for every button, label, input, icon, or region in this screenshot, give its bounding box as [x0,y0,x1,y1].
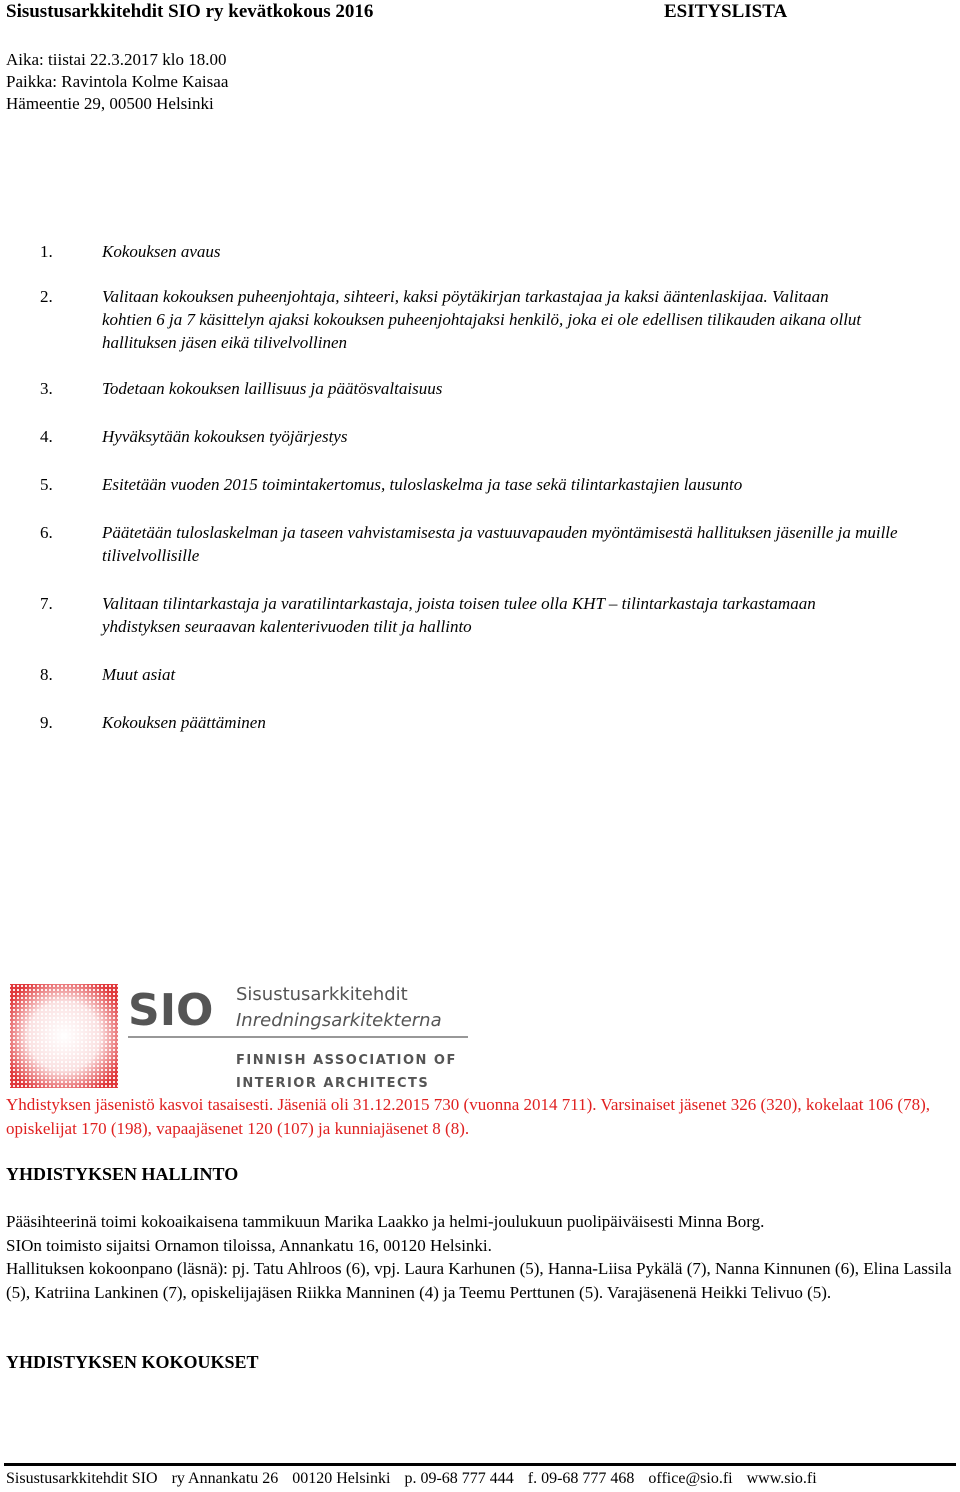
footer [6,1468,831,1490]
agenda-item-number: 3. [40,379,53,398]
agenda-item-number: 8. [40,665,53,684]
agenda-item-number: 5. [40,475,53,494]
agenda-item-number: 4. [40,427,53,446]
footer-phone: p. 09-68 777 444 [404,1470,514,1487]
logo-mark: SIO [128,985,214,1036]
agenda-item [40,377,940,400]
footer-fax: f. 09-68 777 468 [527,1470,635,1487]
logo-name-fi: Sisustusarkkitehdit [236,984,408,1005]
hallinto-office: SIOn toimisto sijaitsi Ornamon tiloissa, Annankatu 16, 00120 Helsinki. [6,1236,492,1255]
hallinto-board: Hallituksen kokoonpano (läsnä): pj. Tatu Ahlroos (6), vpj. Laura Karhunen (5), Hanna-Liisa Pykälä (7), Nanna Kinnunen (6), Elina Lassila (5), Katriina Lankinen (7), opiskelijajäsen Riikka Manninen (4) ja Teemu Perttunen (5). Varajäsenenä Heikki Telivuo (5). [6,1259,952,1302]
footer-org: Sisustusarkkitehdit SIO [6,1470,158,1487]
agenda-item-text: Todetaan kokouksen laillisuus ja päätösvaltaisuus [102,379,443,398]
agenda-item [40,425,940,448]
agenda-item-text: Päätetään tuloslaskelman ja taseen vahvistamisesta ja vastuuvapauden myöntämisestä hallituksen jäsenille ja muille tilivelvollisille [102,523,898,565]
agenda-item-text: Kokouksen päättäminen [102,713,266,732]
membership-summary: Yhdistyksen jäsenistö kasvoi tasaisesti. Jäseniä oli 31.12.2015 730 (vuonna 2014 711). [6,1095,597,1114]
agenda-item-text: Valitaan tilintarkastaja ja varatilintarkastaja, joista toisen tulee olla KHT – tilintarkastaja tarkastamaan yhdistyksen seuraavan kalenterivuoden tilit ja hallinto [102,594,816,636]
document-type: ESITYSLISTA [664,1,788,22]
agenda-item [40,473,940,496]
agenda-item [40,592,940,638]
agenda-list [40,240,940,734]
meeting-place: Paikka: Ravintola Kolme Kaisaa [6,72,229,91]
footer-street: ry Annankatu 26 [171,1470,279,1487]
meeting-time: Aika: tiistai 22.3.2017 klo 18.00 [6,50,227,69]
agenda-item-number: 1. [40,242,53,261]
agenda-item [40,663,940,686]
footer-email[interactable]: office@sio.fi [648,1470,733,1487]
footer-web[interactable]: www.sio.fi [746,1470,817,1487]
agenda-item-number: 6. [40,523,53,542]
footer-city: 00120 Helsinki [292,1470,391,1487]
agenda-item [40,521,940,567]
sio-logo [8,980,478,1090]
agenda-item-text: Valitaan kokouksen puheenjohtaja, sihteeri, kaksi pöytäkirjan tarkastajaa ja kaksi ääntenlaskijaa. Valitaan kohtien 6 ja 7 käsittelyn ajaksi kokouksen puheenjohtajaksi henkilö, joka ei ole edellisen tilikauden aikana ollut hallituksen jäsen eikä tilivelvollinen [102,287,862,352]
membership-paragraph [6,1093,956,1141]
agenda-item [40,240,940,263]
section-title-hallinto: YHDISTYKSEN HALLINTO [6,1164,239,1184]
logo-name-sv: Inredningsarkitekterna [236,1010,442,1031]
agenda-item-number: 9. [40,713,53,732]
agenda-item-text: Esitetään vuoden 2015 toimintakertomus, tuloslaskelma ja tase sekä tilintarkastajien lausunto [102,475,743,494]
meeting-title: Sisustusarkkitehdit SIO ry kevätkokous 2016 [6,1,374,22]
logo-name-en-1: FINNISH ASSOCIATION OF [236,1053,457,1068]
agenda-item [40,285,940,354]
agenda-item-number: 2. [40,287,53,306]
agenda-item-text: Muut asiat [102,665,176,684]
agenda-item-text: Hyväksytään kokouksen työjärjestys [102,427,348,446]
agenda-item-number: 7. [40,594,53,613]
membership-breakdown: Varsinaiset jäsenet 326 (320), kokelaat 106 (78), opiskelijat 170 (198), vapaajäsenet 120 (107) ja kunniajäsenet 8 (8). [6,1095,930,1138]
logo-name-en-2: INTERIOR ARCHITECTS [236,1076,430,1090]
section-title-kokoukset: YHDISTYKSEN KOKOUKSET [6,1352,259,1372]
hallinto-secretary: Pääsihteerinä toimi kokoaikaisena tammikuun Marika Laakko ja helmi-joulukuun puolipäiväisesti Minna Borg. [6,1212,765,1231]
footer-divider [4,1463,956,1466]
meeting-address: Hämeentie 29, 00500 Helsinki [6,94,214,113]
agenda-item-text: Kokouksen avaus [102,242,221,261]
agenda-item [40,711,940,734]
